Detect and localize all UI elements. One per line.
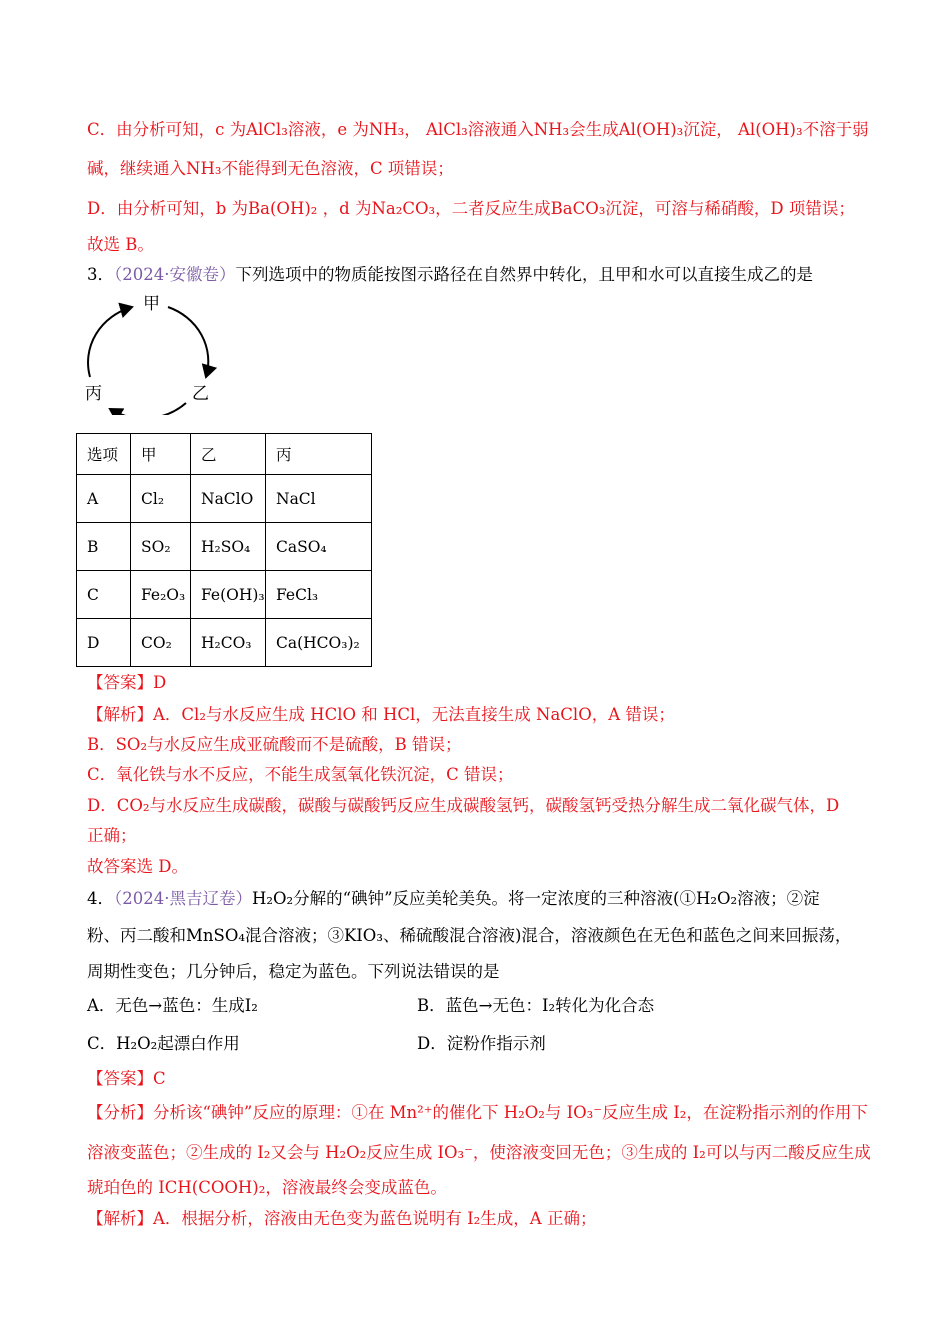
q4-explanation-a: 【解析】A．根据分析，溶液由无色变为蓝色说明有 I₂生成，A 正确； bbox=[87, 1209, 597, 1228]
table-cell: C bbox=[77, 571, 131, 619]
q4-question-line2: 粉、丙二酸和MnSO₄混合溶液；③KIO₃、稀硫酸混合溶液)混合，溶液颜色在无色和蓝色之间来回振荡， bbox=[87, 926, 852, 945]
q3-analysis-d-line2: 正确； bbox=[87, 826, 137, 845]
q3-analysis-a: 【解析】A．Cl₂与水反应生成 HClO 和 HCl，无法直接生成 NaClO，A 错误； bbox=[87, 705, 675, 724]
cycle-diagram bbox=[80, 285, 220, 415]
label-jia: 甲 bbox=[143, 294, 160, 314]
q4-option-d: D．淀粉作指示剂 bbox=[417, 1034, 546, 1053]
q3-answer: 【答案】D bbox=[87, 673, 167, 692]
table-header-cell: 乙 bbox=[191, 434, 266, 475]
table-cell: Ca(HCO₃)₂ bbox=[266, 619, 372, 667]
q3-number: 3． bbox=[87, 265, 114, 284]
q3-analysis-c: C．氧化铁与水不反应，不能生成氢氧化铁沉淀，C 错误； bbox=[87, 765, 514, 784]
table-header-row bbox=[77, 434, 372, 475]
table-cell: A bbox=[77, 475, 131, 523]
q4-source: （2024·黑吉辽卷） bbox=[114, 889, 252, 908]
table-row bbox=[77, 571, 372, 619]
q2-option-c-line2: 碱，继续通入NH₃不能得到无色溶液，C 项错误； bbox=[87, 159, 454, 178]
q2-option-d: D．由分析可知，b 为Ba(OH)₂ ，d 为Na₂CO₃，二者反应生成BaCO₃沉淀，可溶与稀硝酸，D 项错误； bbox=[87, 199, 855, 218]
q4-option-c: C．H₂O₂起漂白作用 bbox=[87, 1034, 240, 1053]
q4-number: 4． bbox=[87, 889, 114, 908]
table-cell: NaClO bbox=[191, 475, 266, 523]
q4-analysis-line3: 琥珀色的 ICH(COOH)₂，溶液最终会变成蓝色。 bbox=[87, 1178, 447, 1197]
table-cell: Fe₂O₃ bbox=[131, 571, 191, 619]
q4-answer: 【答案】C bbox=[87, 1069, 166, 1088]
arrow-bing-to-jia bbox=[88, 307, 132, 377]
q3-analysis-b: B．SO₂与水反应生成亚硫酸而不是硫酸，B 错误； bbox=[87, 735, 462, 754]
q3-analysis-d-line1: D．CO₂与水反应生成碳酸，碳酸与碳酸钙反应生成碳酸氢钙，碳酸氢钙受热分解生成二氧化碳气体，D bbox=[87, 796, 840, 815]
q4-question-line1 bbox=[87, 887, 890, 911]
q4-question-line3: 周期性变色；几分钟后，稳定为蓝色。下列说法错误的是 bbox=[87, 962, 500, 981]
q4-analysis-line1: 【分析】分析该“碘钟”反应的原理：①在 Mn²⁺的催化下 H₂O₂与 IO₃⁻反应生成 I₂，在淀粉指示剂的作用下 bbox=[87, 1103, 868, 1122]
table-header-cell: 选项 bbox=[77, 434, 131, 475]
table-cell: Fe(OH)₃ bbox=[191, 571, 266, 619]
table-row bbox=[77, 523, 372, 571]
table-cell: FeCl₃ bbox=[266, 571, 372, 619]
q3-source: （2024·安徽卷） bbox=[114, 265, 236, 284]
table-cell: Cl₂ bbox=[131, 475, 191, 523]
table-header-cell: 丙 bbox=[266, 434, 372, 475]
q4-option-a: A．无色→蓝色：生成I₂ bbox=[87, 996, 258, 1015]
table-cell: B bbox=[77, 523, 131, 571]
q2-option-c-line1: C．由分析可知，c 为AlCl₃溶液，e 为NH₃， AlCl₃溶液通入NH₃会生成Al(OH)₃沉淀， Al(OH)₃不溶于弱 bbox=[87, 120, 869, 139]
q4-analysis-line2: 溶液变蓝色；②生成的 I₂又会与 H₂O₂反应生成 IO₃⁻，使溶液变回无色；③生成的 I₂可以与丙二酸反应生成 bbox=[87, 1143, 871, 1162]
table-cell: NaCl bbox=[266, 475, 372, 523]
table-row bbox=[77, 475, 372, 523]
table-cell: D bbox=[77, 619, 131, 667]
table-row bbox=[77, 619, 372, 667]
table-cell: CO₂ bbox=[131, 619, 191, 667]
q3-question bbox=[87, 263, 890, 287]
label-bing: 丙 bbox=[85, 384, 102, 404]
table-cell: H₂CO₃ bbox=[191, 619, 266, 667]
arrow-yi-to-bing bbox=[110, 403, 186, 415]
q3-conclusion: 故答案选 D。 bbox=[87, 857, 188, 876]
table-cell: CaSO₄ bbox=[266, 523, 372, 571]
cycle-svg bbox=[80, 285, 220, 415]
q3-stem: 下列选项中的物质能按图示路径在自然界中转化，且甲和水可以直接生成乙的是 bbox=[235, 265, 813, 284]
q2-conclusion: 故选 B。 bbox=[87, 235, 154, 254]
q4-stem-1: H₂O₂分解的“碘钟”反应美轮美奂。将一定浓度的三种溶液(①H₂O₂溶液；②淀 bbox=[252, 889, 820, 908]
q4-option-b: B．蓝色→无色：I₂转化为化合态 bbox=[417, 996, 655, 1015]
options-table bbox=[76, 433, 372, 667]
label-yi: 乙 bbox=[192, 384, 209, 404]
table-cell: SO₂ bbox=[131, 523, 191, 571]
table-header-cell: 甲 bbox=[131, 434, 191, 475]
arrow-jia-to-yi bbox=[168, 307, 208, 377]
table-cell: H₂SO₄ bbox=[191, 523, 266, 571]
